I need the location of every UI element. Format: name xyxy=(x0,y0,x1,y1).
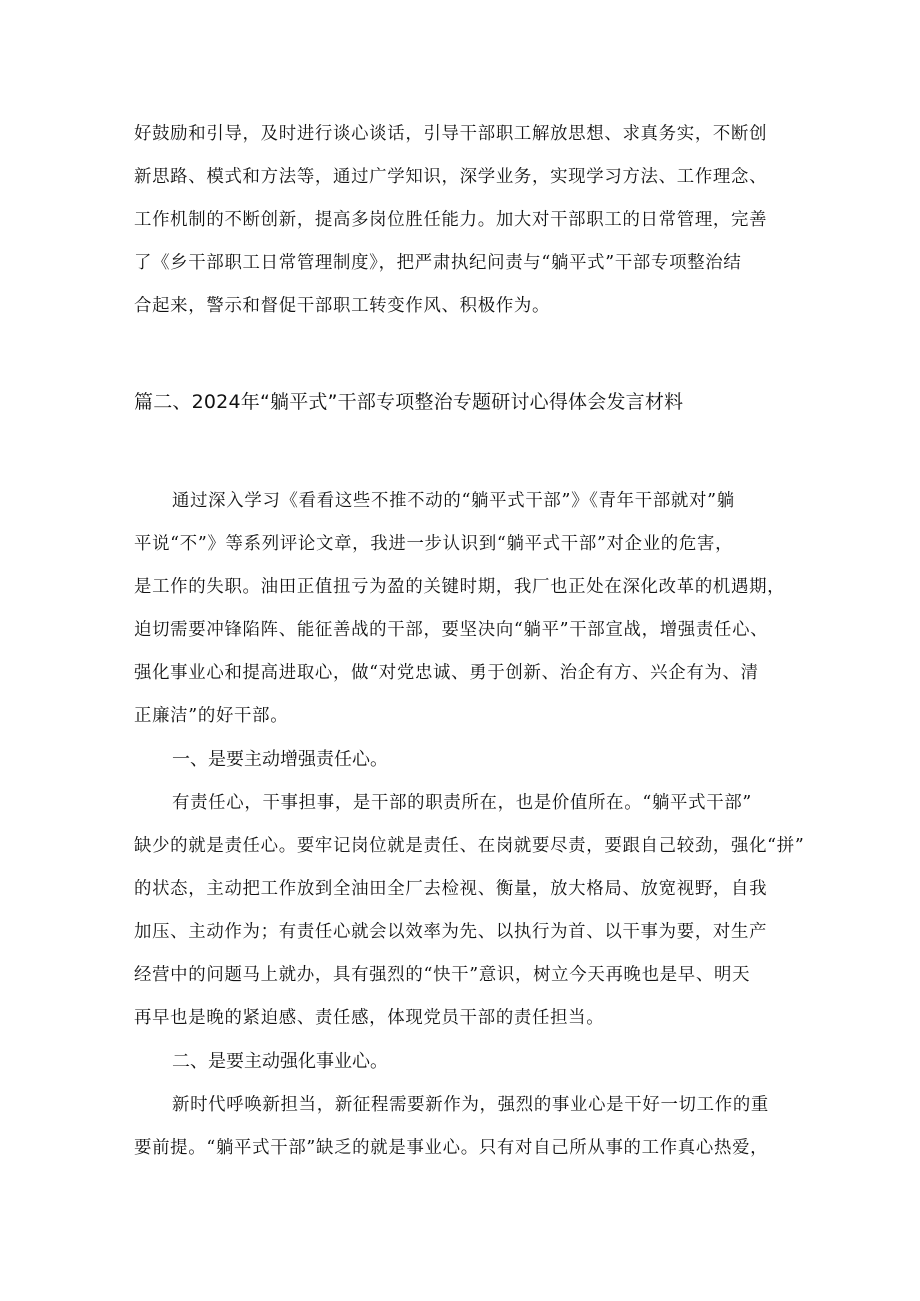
opening-line: 是工作的失职。油田正值扭亏为盈的关键时期，我厂也正处在深化改革的机遇期， xyxy=(134,577,786,597)
opening-line: 平说“不”》等系列评论文章，我进一步认识到“躺平式干部”对企业的危害， xyxy=(134,534,734,554)
paragraph-line: 经营中的问题马上就办，具有强烈的“快干”意识，树立今天再晚也是早、明天 xyxy=(134,965,751,985)
paragraph-line: 缺少的就是责任心。要牢记岗位就是责任、在岗就要尽责，要跟自己较劲，强化“拼” xyxy=(134,836,805,856)
intro-line: 好鼓励和引导，及时进行谈心谈话，引导干部职工解放思想、求真务实，不断创 xyxy=(134,124,768,144)
paragraph-line: 再早也是晚的紧迫感、责任感，体现党员干部的责任担当。 xyxy=(134,1008,605,1028)
paragraph-line: 加压、主动作为；有责任心就会以效率为先、以执行为首、以干事为要，对生产 xyxy=(134,922,768,942)
section-title: 篇二、2024年“躺平式”干部专项整治专题研讨心得体会发言材料 xyxy=(134,391,684,413)
paragraph-line: 要前提。“躺平式干部”缺乏的就是事业心。只有对自己所从事的工作真心热爱， xyxy=(134,1138,769,1158)
intro-line: 合起来，警示和督促干部职工转变作风、积极作为。 xyxy=(134,296,551,316)
opening-line: 迫切需要冲锋陷阵、能征善战的干部，要坚决向“躺平”干部宣战，增强责任心、 xyxy=(134,620,769,640)
opening-line: 强化事业心和提高进取心，做“对党忠诚、勇于创新、治企有方、兴企有为、清 xyxy=(134,663,759,683)
opening-line: 通过深入学习《看看这些不推不动的“躺平式干部”》《青年干部就对”躺 xyxy=(172,491,735,511)
paragraph-line: 有责任心，干事担事，是干部的职责所在，也是价值所在。“躺平式干部” xyxy=(172,793,752,813)
paragraph-line: 新时代呼唤新担当，新征程需要新作为，强烈的事业心是干好一切工作的重 xyxy=(172,1095,769,1115)
heading-dedication: 二、是要主动强化事业心。 xyxy=(172,1051,388,1072)
opening-line: 正廉洁”的好干部。 xyxy=(134,706,289,726)
intro-line: 了《乡干部职工日常管理制度》，把严肃执纪问责与“躺平式”干部专项整治结 xyxy=(134,253,742,273)
paragraph-line: 的状态，主动把工作放到全油田全厂去检视、衡量，放大格局、放宽视野，自我 xyxy=(134,879,768,899)
intro-line: 工作机制的不断创新，提高多岗位胜任能力。加大对干部职工的日常管理，完善 xyxy=(134,210,768,230)
intro-line: 新思路、模式和方法等，通过广学知识，深学业务，实现学习方法、工作理念、 xyxy=(134,167,768,187)
heading-responsibility: 一、是要主动增强责任心。 xyxy=(172,749,388,770)
